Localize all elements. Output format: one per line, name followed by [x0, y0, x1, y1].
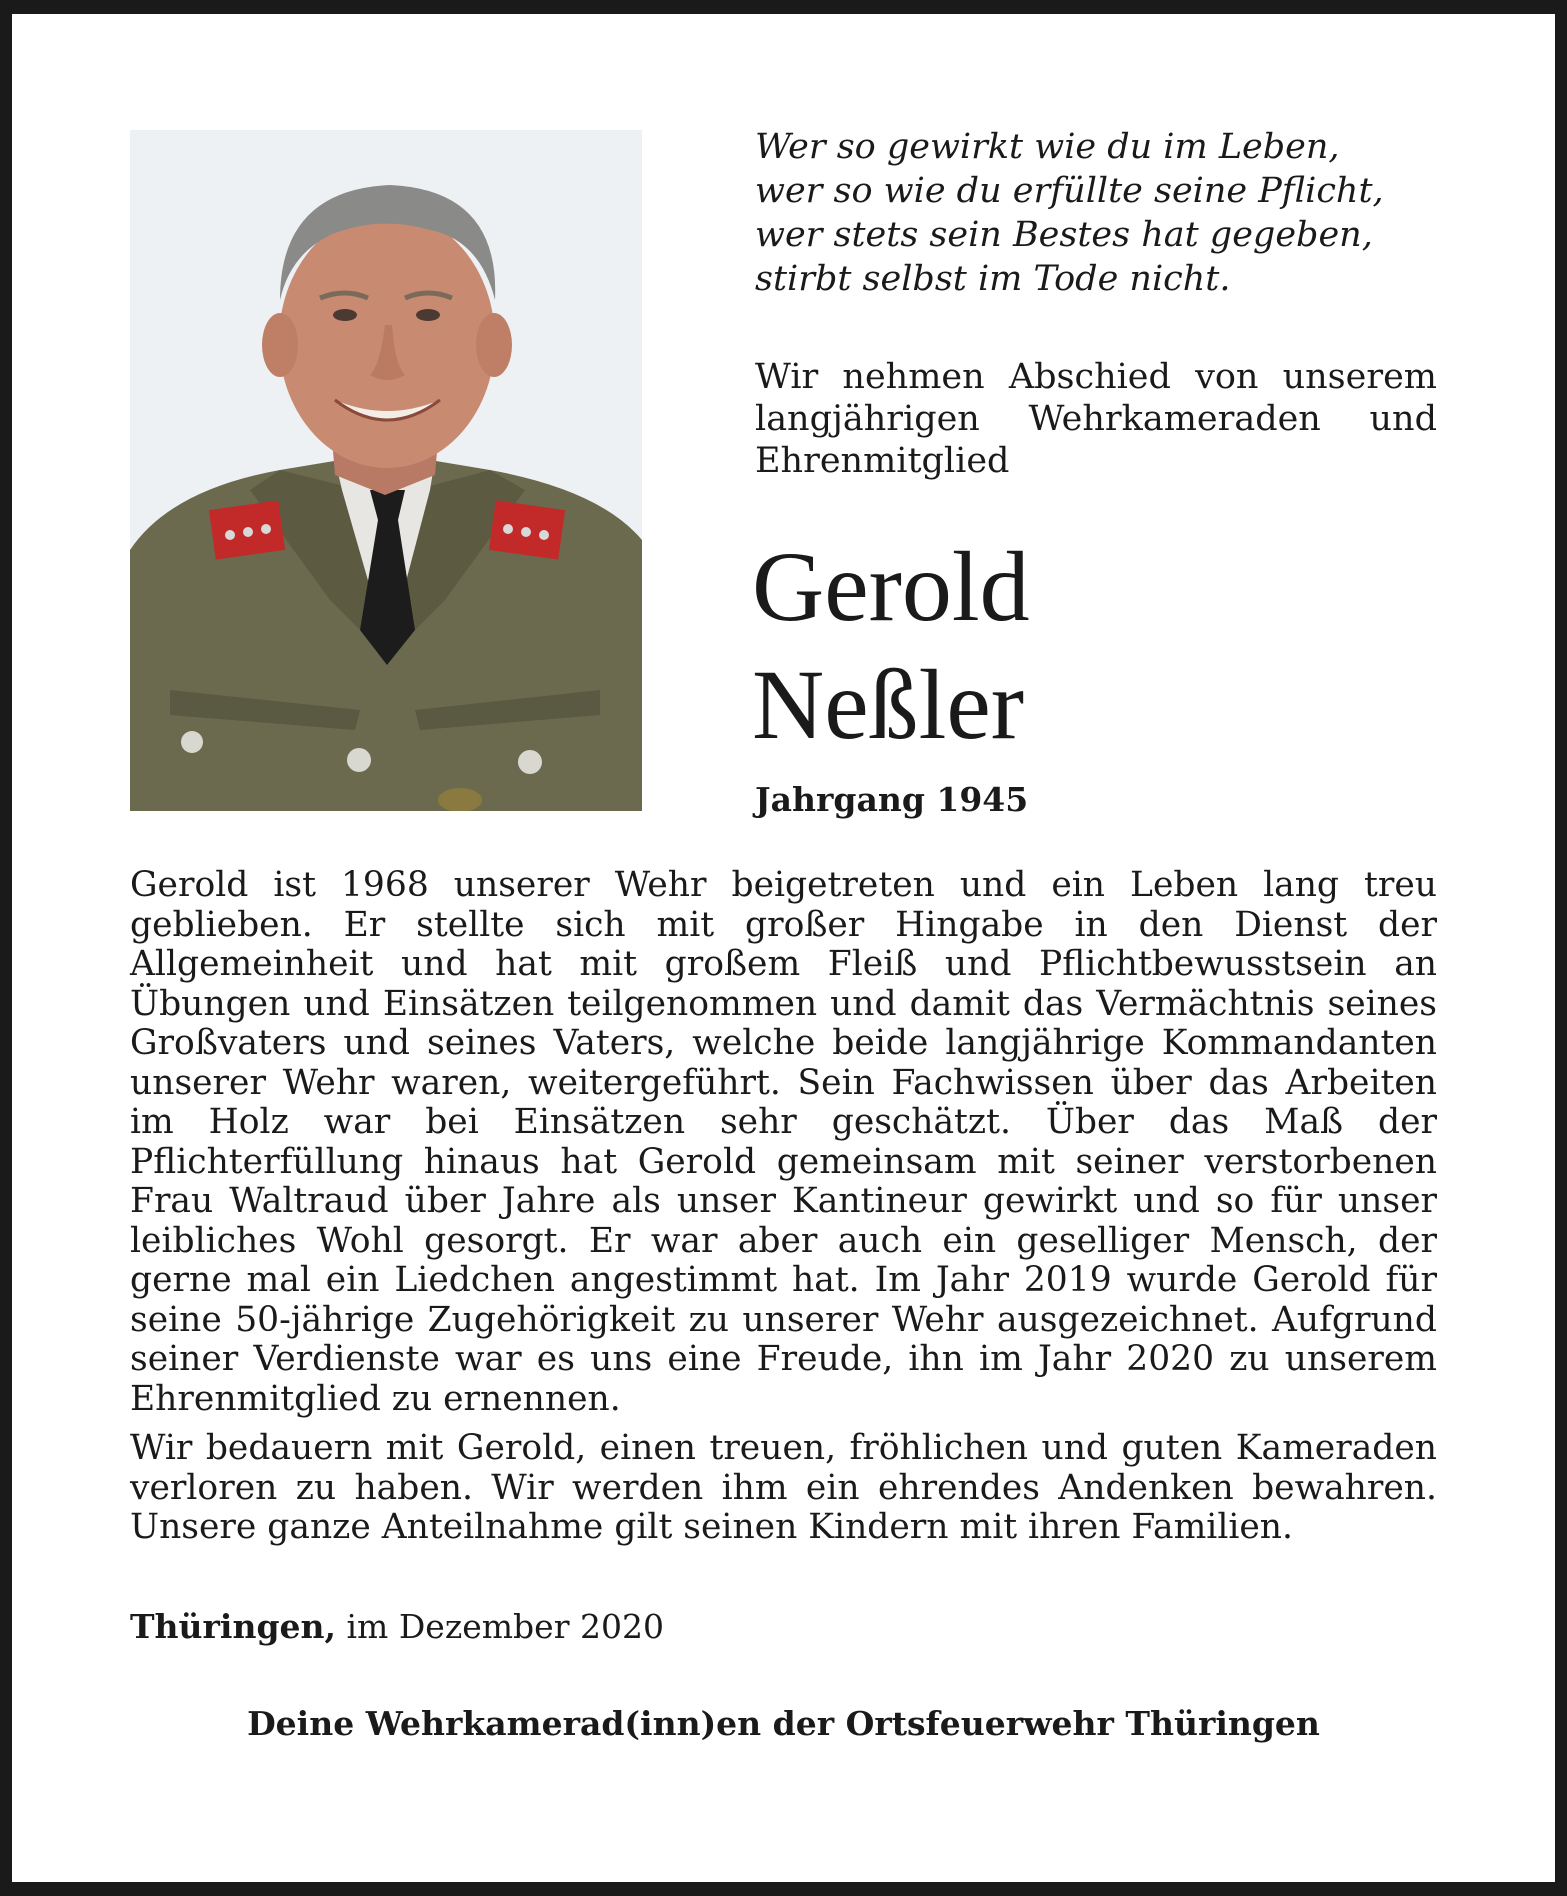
first-name: Gerold: [752, 531, 1030, 642]
obituary-body: [130, 866, 1437, 1558]
poem-line: Wer so gewirkt wie du im Leben,: [755, 127, 1340, 167]
poem-line: wer stets sein Bestes hat gegeben,: [755, 215, 1373, 255]
place-name: Thüringen,: [130, 1607, 337, 1646]
obituary-paragraph: Gerold ist 1968 unserer Wehr beigetreten und ein Leben lang treu geblieben. Er stellte sich mit großer Hingabe in den Dienst der Allgemeinheit und hat mit großem Fleiß und Pflichtbewusstsein an Übungen und Einsätzen teilgenommen und damit das Vermächtnis seines Großvaters und seines Vaters, welche beide langjährige Kommandanten unserer Wehr waren, weitergeführt. Sein Fachwissen über das Arbeiten im Holz war bei Einsätzen sehr geschätzt. Über das Maß der Pflichterfüllung hinaus hat Gerold gemeinsam mit seiner verstorbenen Frau Waltraud über Jahre als unser Kantineur gewirkt und so für unser leibliches Wohl gesorgt. Er war aber auch ein geselliger Mensch, der gerne mal ein Liedchen angestimmt hat. Im Jahr 2019 wurde Gerold für seine 50-jährige Zugehörigkeit zu unserer Wehr ausgezeichnet. Aufgrund seiner Verdienste war es uns eine Freude, ihn im Jahr 2020 zu unserem Ehrenmitglied zu ernennen.: [130, 865, 1437, 1419]
portrait-photo: [130, 130, 642, 811]
birth-year: Jahrgang 1945: [755, 780, 1029, 819]
signature: Deine Wehrkamerad(inn)en der Ortsfeuerwehr Thüringen: [247, 1704, 1320, 1743]
portrait-illustration: [130, 130, 642, 811]
poem-line: wer so wie du erfüllte seine Pflicht,: [755, 171, 1384, 211]
farewell-intro: Wir nehmen Abschied von unserem langjährigen Wehrkameraden und Ehrenmitglied: [755, 357, 1437, 481]
memorial-poem: [755, 125, 1455, 301]
deceased-name: [752, 528, 1030, 764]
poem-line: stirbt selbst im Tode nicht.: [755, 259, 1231, 299]
place-and-date: [130, 1607, 664, 1647]
date-text: im Dezember 2020: [336, 1607, 664, 1646]
obituary-paragraph: Wir bedauern mit Gerold, einen treuen, fröhlichen und guten Kameraden verloren zu haben. Wir werden ihm ein ehrendes Andenken bewahren. Unsere ganze Anteilnahme gilt seinen Kindern mit ihren Familien.: [130, 1428, 1437, 1547]
last-name: Neßler: [752, 649, 1025, 760]
